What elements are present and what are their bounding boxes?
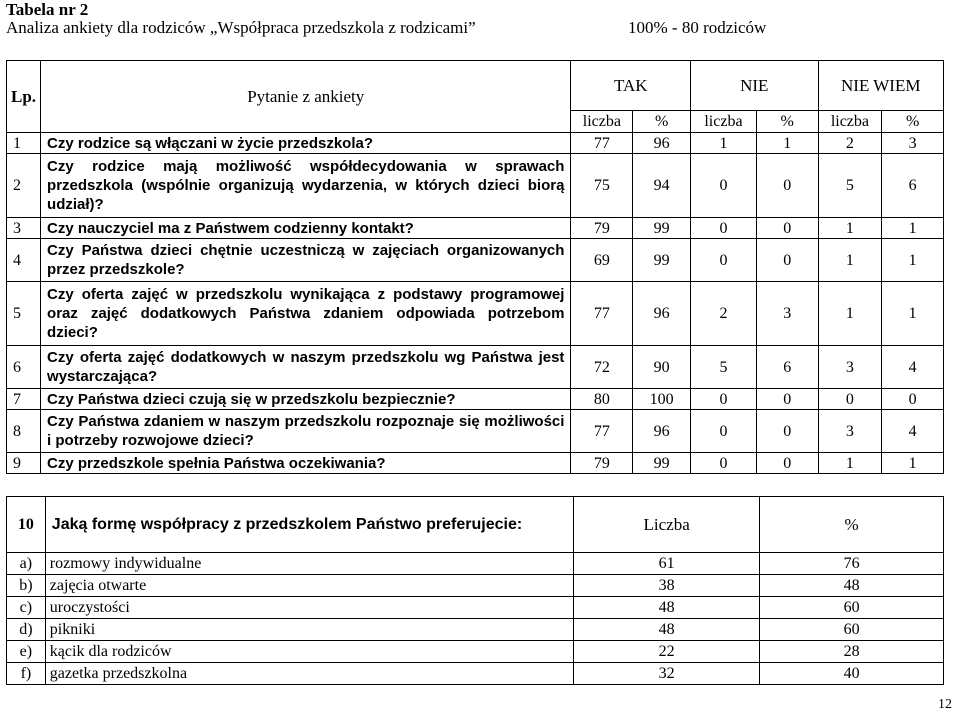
row-value: 3 (756, 282, 818, 346)
row-value: 4 (882, 410, 944, 453)
row-value: 0 (756, 239, 818, 282)
option-pct: 76 (760, 553, 944, 575)
row-value: 79 (571, 453, 633, 474)
table-row (7, 346, 944, 389)
row-value: 99 (633, 453, 691, 474)
row-value: 79 (571, 218, 633, 239)
row-value: 0 (691, 410, 757, 453)
option-label: e) (7, 641, 46, 663)
option-pct: 48 (760, 575, 944, 597)
row-value: 0 (691, 218, 757, 239)
table-number: Tabela nr 2 (6, 0, 89, 19)
row-value: 75 (571, 154, 633, 218)
row-value: 0 (756, 389, 818, 410)
option-text: rozmowy indywidualne (45, 553, 573, 575)
row-value: 1 (818, 282, 882, 346)
row-question: Czy rodzice mają możliwość współdecydowania w sprawach przedszkola (wspólnie organizują wydarzenia, w których dzieci biorą udział)? (41, 154, 571, 218)
row-value: 90 (633, 346, 691, 389)
row-value: 99 (633, 218, 691, 239)
option-count: 22 (574, 641, 760, 663)
row-lp: 2 (7, 154, 41, 218)
sub-liczba: liczba (571, 111, 633, 133)
option-label: a) (7, 553, 46, 575)
row-question: Czy rodzice są włączani w życie przedszkola? (41, 133, 571, 154)
row-question: Czy oferta zajęć w przedszkolu wynikająca z podstawy programowej oraz zajęć dodatkowych Państwa zdaniem odpowiada potrzebom dzieci? (41, 282, 571, 346)
sub-liczba: liczba (691, 111, 757, 133)
row-value: 96 (633, 282, 691, 346)
table-row (7, 154, 944, 218)
row-question: Czy oferta zajęć dodatkowych w naszym przedszkolu wg Państwa jest wystarczająca? (41, 346, 571, 389)
table-row (7, 282, 944, 346)
row-lp: 4 (7, 239, 41, 282)
row-value: 0 (756, 154, 818, 218)
row-value: 77 (571, 133, 633, 154)
option-row (7, 641, 944, 663)
row-value: 3 (818, 346, 882, 389)
row-question: Czy Państwa zdaniem w naszym przedszkolu rozpoznaje się możliwości i potrzeby rozwojowe dzieci? (41, 410, 571, 453)
row-value: 99 (633, 239, 691, 282)
table-row (7, 133, 944, 154)
row-value: 0 (882, 389, 944, 410)
table-row (7, 239, 944, 282)
row-value: 96 (633, 410, 691, 453)
row-value: 6 (756, 346, 818, 389)
row-value: 100 (633, 389, 691, 410)
row-value: 96 (633, 133, 691, 154)
row-lp: 7 (7, 389, 41, 410)
option-row (7, 663, 944, 685)
page-number: 12 (938, 697, 952, 712)
option-count: 32 (574, 663, 760, 685)
preference-table (6, 496, 944, 685)
row-value: 1 (691, 133, 757, 154)
row-value: 0 (818, 389, 882, 410)
q10-lp: 10 (7, 497, 46, 553)
row-value: 0 (691, 389, 757, 410)
row-value: 0 (756, 453, 818, 474)
table-row (7, 410, 944, 453)
table-row (7, 453, 944, 474)
table-title: Analiza ankiety dla rodziców „Współpraca przedszkola z rodzicami” 100% - 80 rodziców (6, 18, 767, 37)
option-label: f) (7, 663, 46, 685)
row-value: 1 (882, 239, 944, 282)
row-value: 80 (571, 389, 633, 410)
table-row (7, 389, 944, 410)
row-value: 94 (633, 154, 691, 218)
option-row (7, 619, 944, 641)
row-value: 0 (756, 218, 818, 239)
row-question: Czy Państwa dzieci chętnie uczestniczą w zajęciach organizowanych przez przedszkole? (41, 239, 571, 282)
row-lp: 9 (7, 453, 41, 474)
row-value: 1 (818, 453, 882, 474)
row-value: 1 (882, 453, 944, 474)
row-value: 4 (882, 346, 944, 389)
col-lp: Lp. (7, 61, 41, 133)
sub-pct: % (882, 111, 944, 133)
row-value: 0 (691, 154, 757, 218)
col-liczba: Liczba (574, 497, 760, 553)
col-nie: NIE (691, 61, 818, 111)
row-question: Czy Państwa dzieci czują się w przedszkolu bezpiecznie? (41, 389, 571, 410)
row-lp: 3 (7, 218, 41, 239)
row-value: 77 (571, 410, 633, 453)
option-label: c) (7, 597, 46, 619)
row-question: Czy przedszkole spełnia Państwa oczekiwania? (41, 453, 571, 474)
row-lp: 6 (7, 346, 41, 389)
option-text: gazetka przedszkolna (45, 663, 573, 685)
row-value: 77 (571, 282, 633, 346)
row-value: 0 (691, 239, 757, 282)
row-value: 1 (756, 133, 818, 154)
option-pct: 40 (760, 663, 944, 685)
option-row (7, 575, 944, 597)
row-value: 1 (882, 218, 944, 239)
option-text: kącik dla rodziców (45, 641, 573, 663)
row-value: 1 (818, 218, 882, 239)
row-value: 3 (882, 133, 944, 154)
option-text: zajęcia otwarte (45, 575, 573, 597)
sub-pct: % (633, 111, 691, 133)
col-tak: TAK (571, 61, 691, 111)
option-count: 61 (574, 553, 760, 575)
row-lp: 1 (7, 133, 41, 154)
row-value: 5 (691, 346, 757, 389)
row-value: 1 (882, 282, 944, 346)
col-nie-wiem: NIE WIEM (818, 61, 944, 111)
row-value: 6 (882, 154, 944, 218)
q10-question: Jaką formę współpracy z przedszkolem Państwo preferujecie: (45, 497, 573, 553)
option-label: b) (7, 575, 46, 597)
row-value: 69 (571, 239, 633, 282)
survey-table (6, 60, 944, 474)
option-pct: 60 (760, 597, 944, 619)
row-value: 1 (818, 239, 882, 282)
row-value: 2 (691, 282, 757, 346)
col-question: Pytanie z ankiety (41, 61, 571, 133)
percent-note: 100% - 80 rodziców (628, 18, 767, 37)
option-count: 48 (574, 597, 760, 619)
row-value: 0 (691, 453, 757, 474)
row-question: Czy nauczyciel ma z Państwem codzienny kontakt? (41, 218, 571, 239)
sub-pct: % (756, 111, 818, 133)
option-pct: 28 (760, 641, 944, 663)
option-count: 38 (574, 575, 760, 597)
option-pct: 60 (760, 619, 944, 641)
option-row (7, 553, 944, 575)
row-value: 3 (818, 410, 882, 453)
row-value: 0 (756, 410, 818, 453)
row-value: 72 (571, 346, 633, 389)
sub-liczba: liczba (818, 111, 882, 133)
row-value: 2 (818, 133, 882, 154)
col-pct: % (760, 497, 944, 553)
row-lp: 8 (7, 410, 41, 453)
option-text: pikniki (45, 619, 573, 641)
option-row (7, 597, 944, 619)
option-count: 48 (574, 619, 760, 641)
row-lp: 5 (7, 282, 41, 346)
option-text: uroczystości (45, 597, 573, 619)
row-value: 5 (818, 154, 882, 218)
option-label: d) (7, 619, 46, 641)
table-row (7, 218, 944, 239)
